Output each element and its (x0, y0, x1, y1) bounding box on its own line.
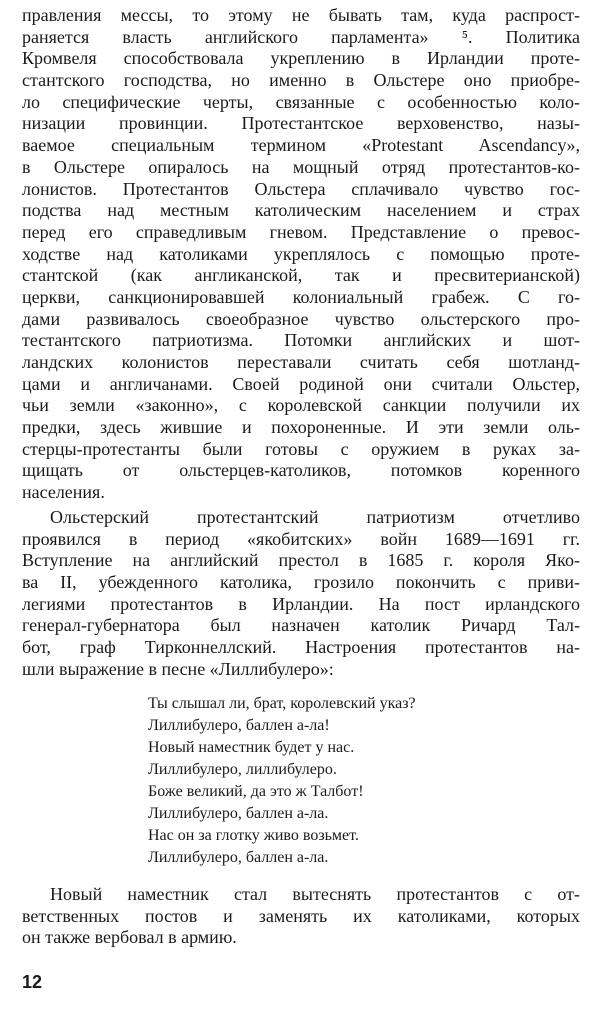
text-line: щищать от ольстерцев-католиков, потомков коренного (22, 460, 580, 481)
text-line: он также вербовал в армию. (22, 927, 237, 948)
text-line: лонистов. Протестантов Ольстера сплачивало чувство гос- (22, 178, 580, 199)
text-line: ходстве над католиками укреплялось с помощью проте- (22, 243, 580, 264)
page-number: 12 (22, 972, 43, 992)
poem-line: Лиллибулеро, лиллибулеро. (148, 761, 337, 778)
text-line: Новый наместник стал вытеснять протестантов с от- (50, 884, 580, 904)
poem-line: Нас он за глотку живо возьмет. (148, 827, 359, 844)
text-line: Ольстерский протестантский патриотизм отчетливо (50, 507, 580, 527)
text-line: стерцы-протестанты были готовы с оружием в руках за- (22, 438, 580, 459)
text-line: ваемое специальным термином «Protestant Ascendancy», (22, 135, 580, 156)
text-line: генерал-губернатора был назначен католик Ричард Тал- (22, 615, 580, 636)
paragraph-2 (22, 507, 580, 681)
poem-lillibullero (148, 693, 416, 869)
text-line: ло специфические черты, связанные с особенностью коло- (22, 91, 580, 112)
text-line: раняется власть английского парламента» ⁵. Политика (22, 26, 580, 47)
text-line: ландских колонистов переставали считать себя шотланд- (22, 352, 580, 372)
text-line: подства над местным католическим населением и страх (22, 200, 580, 221)
text-line: шли выражение в песне «Лиллибулеро»: (22, 658, 334, 679)
poem-line: Лиллибулеро, баллен а-ла. (148, 805, 329, 822)
text-line: перед его справедливым гневом. Представление о превос- (22, 221, 580, 242)
text-line: Вступление на английский престол в 1685 г. короля Яко- (22, 550, 580, 571)
text-line: правления мессы, то этому не бывать там, куда распрост- (22, 5, 580, 25)
text-line: низации провинции. Протестантское верховенство, назы- (22, 113, 580, 134)
text-line: предки, здесь жившие и похороненные. И эти земли оль- (22, 417, 580, 438)
poem-line: Лиллибулеро, баллен а-ла! (148, 717, 330, 734)
paragraph-3 (22, 884, 580, 949)
text-line: дами развивалось своеобразное чувство ольстерского про- (22, 308, 580, 329)
text-line: в Ольстере опиралось на мощный отряд протестантов-ко- (22, 156, 580, 177)
text-line: церкви, санкционировавшей колониальный грабеж. С го- (22, 286, 580, 307)
text-line: проявился в период «якобитских» войн 1689—1691 гг. (22, 528, 580, 549)
text-line: ва II, убежденного католика, грозило покончить с приви- (22, 572, 580, 593)
text-line: стантского господства, но именно в Ольстере оно приобре- (22, 70, 580, 91)
paragraph-1 (22, 5, 580, 504)
text-line: тестантского патриотизма. Потомки английских и шот- (22, 330, 580, 351)
text-line: бот, граф Тирконнеллский. Настроения протестантов на- (22, 637, 580, 658)
poem-line: Новый наместник будет у нас. (148, 739, 355, 756)
text-line: стантской (как англиканской, так и пресвитерианской) (22, 265, 580, 286)
text-line: населения. (22, 482, 105, 503)
poem-line: Боже великий, да это ж Талбот! (148, 783, 364, 800)
text-line: цами и англичанами. Своей родиной они считали Ольстер, (22, 373, 580, 394)
text-line: Кромвеля способствовала укреплению в Ирландии проте- (22, 48, 580, 69)
text-line: легиями протестантов в Ирландии. На пост ирландского (22, 593, 580, 614)
poem-line: Лиллибулеро, баллен а-ла. (148, 849, 329, 866)
text-line: чьи земли «законно», с королевской санкции получили их (22, 395, 580, 416)
text-line: ветственных постов и заменять их католиками, которых (22, 905, 580, 926)
poem-line: Ты слышал ли, брат, королевский указ? (148, 695, 416, 712)
